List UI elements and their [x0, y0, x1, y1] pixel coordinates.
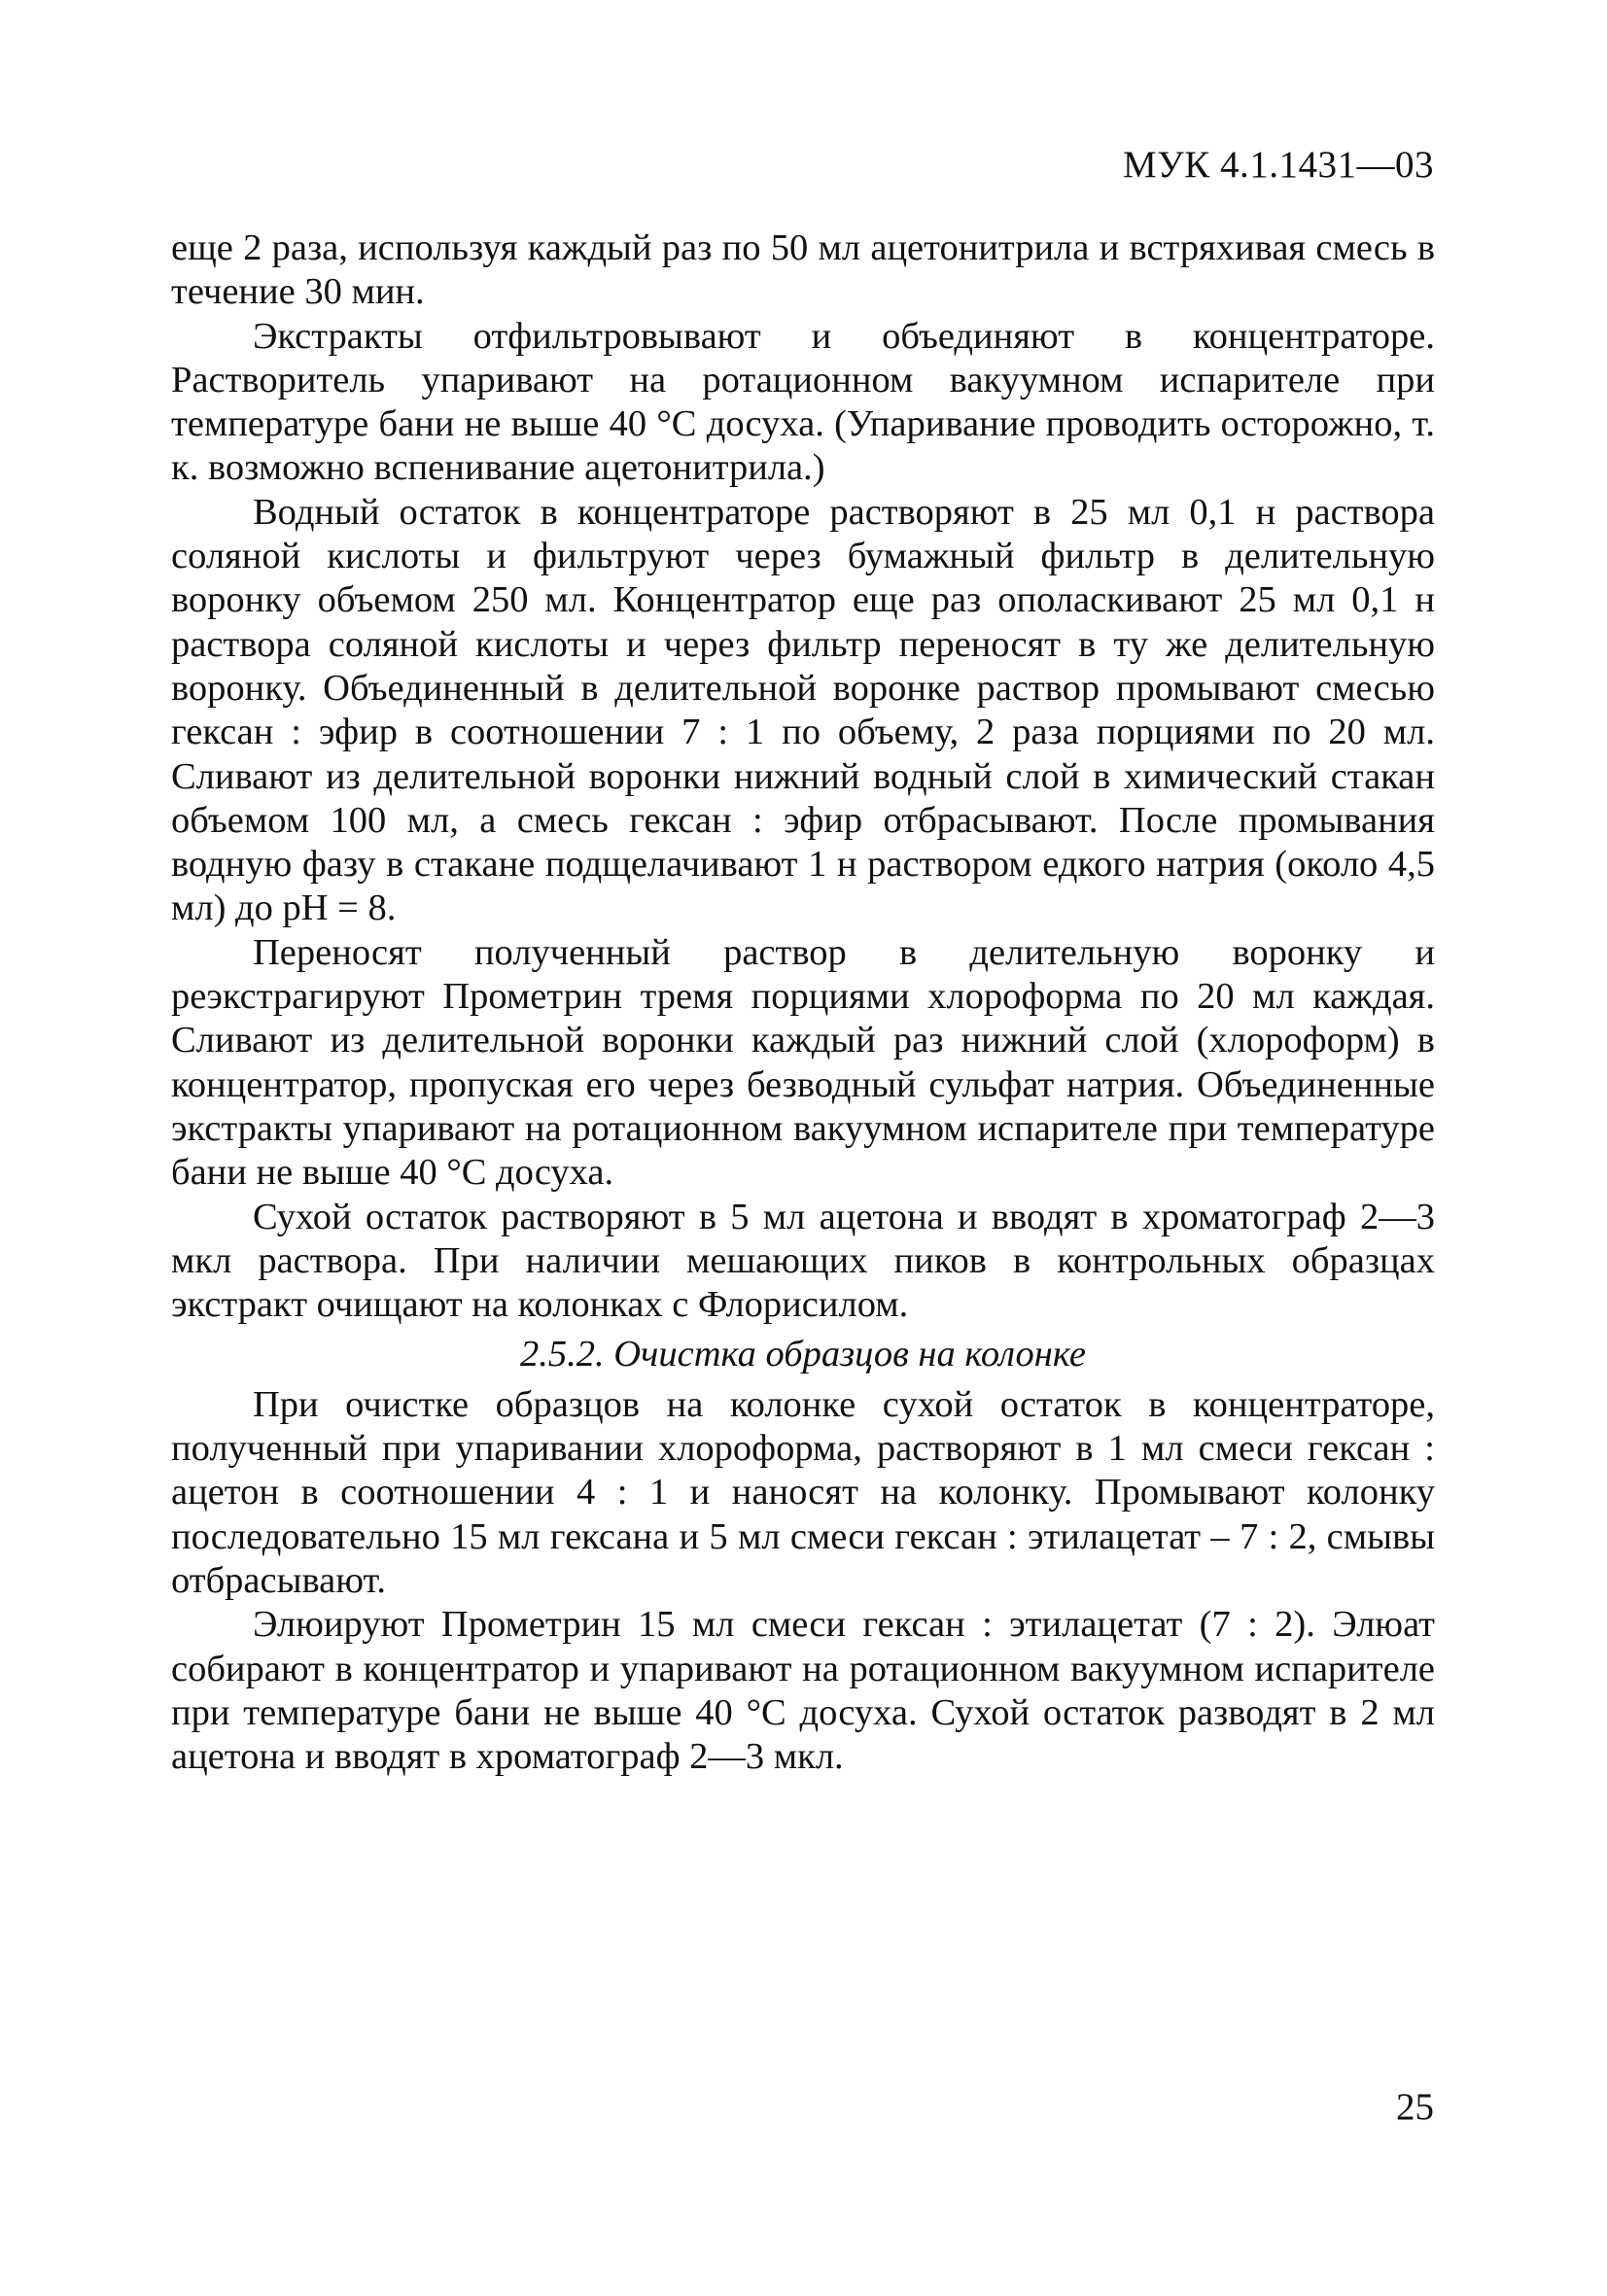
- section-heading: 2.5.2. Очистка образцов на колонке: [520, 1334, 1086, 1375]
- paragraph-continuation: еще 2 раза, используя каждый раз по 50 мл ацетонитрила и встряхивая смесь в течение 30 мин.: [171, 227, 1435, 313]
- paragraph-dry-residue: Сухой остаток растворяют в 5 мл ацетона и вводят в хроматограф 2—3 мкл раствора. При наличии мешающих пиков в контрольных образцах экстракт очищают на колонках с Флорисилом.: [171, 1196, 1435, 1326]
- document-body: [171, 226, 1435, 1779]
- paragraph-aqueous-residue: Водный остаток в концентраторе растворяют в 25 мл 0,1 н раствора соляной кислоты и фильтруют через бумажный фильтр в делительную воронку объемом 250 мл. Концентратор еще раз ополаскивают 25 мл 0,1 н раствора соляной кислоты и через фильтр переносят в ту же делительную воронку. Объединенный в делительной воронке раствор промывают смесью гексан : эфир в соотношении 7 : 1 по объему, 2 раза порциями по 20 мл. Сливают из делительной воронки нижний водный слой в химический стакан объемом 100 мл, а смесь гексан : эфир отбрасывают. После промывания водную фазу в стакане подщелачивают 1 н раствором едкого натрия (около 4,5 мл) до pH = 8.: [171, 491, 1435, 929]
- paragraph-column-cleanup: При очистке образцов на колонке сухой остаток в концентраторе, полученный при упаривании хлороформа, растворяют в 1 мл смеси гексан : ацетон в соотношении 4 : 1 и наносят на колонку. Промывают колонку последовательно 15 мл гексана и 5 мл смеси гексан : этилацетат – 7 : 2, смывы отбрасывают.: [171, 1383, 1435, 1601]
- document-code-header: МУК 4.1.1431—03: [1122, 144, 1434, 186]
- paragraph-reextraction: Переносят полученный раствор в делительную воронку и реэкстрагируют Прометрин тремя порциями хлороформа по 20 мл каждая. Сливают из делительной воронки каждый раз нижний слой (хлороформ) в концентратор, пропуская его через безводный сульфат натрия. Объединенные экстракты упаривают на ротационном вакуумном испарителе при температуре бани не выше 40 °С досуха.: [171, 931, 1435, 1194]
- page-number: 25: [1396, 2086, 1434, 2128]
- paragraph-elution: Элюируют Прометрин 15 мл смеси гексан : этилацетат (7 : 2). Элюат собирают в концентратор и упаривают на ротационном вакуумном испарителе при температуре бани не выше 40 °С досуха. Сухой остаток разводят в 2 мл ацетона и вводят в хроматограф 2—3 мкл.: [171, 1604, 1435, 1778]
- paragraph-extracts: Экстракты отфильтровывают и объединяют в концентраторе. Растворитель упаривают на ротационном вакуумном испарителе при температуре бани не выше 40 °С досуха. (Упаривание проводить осторожно, т. к. возможно вспенивание ацетонитрила.): [171, 315, 1435, 489]
